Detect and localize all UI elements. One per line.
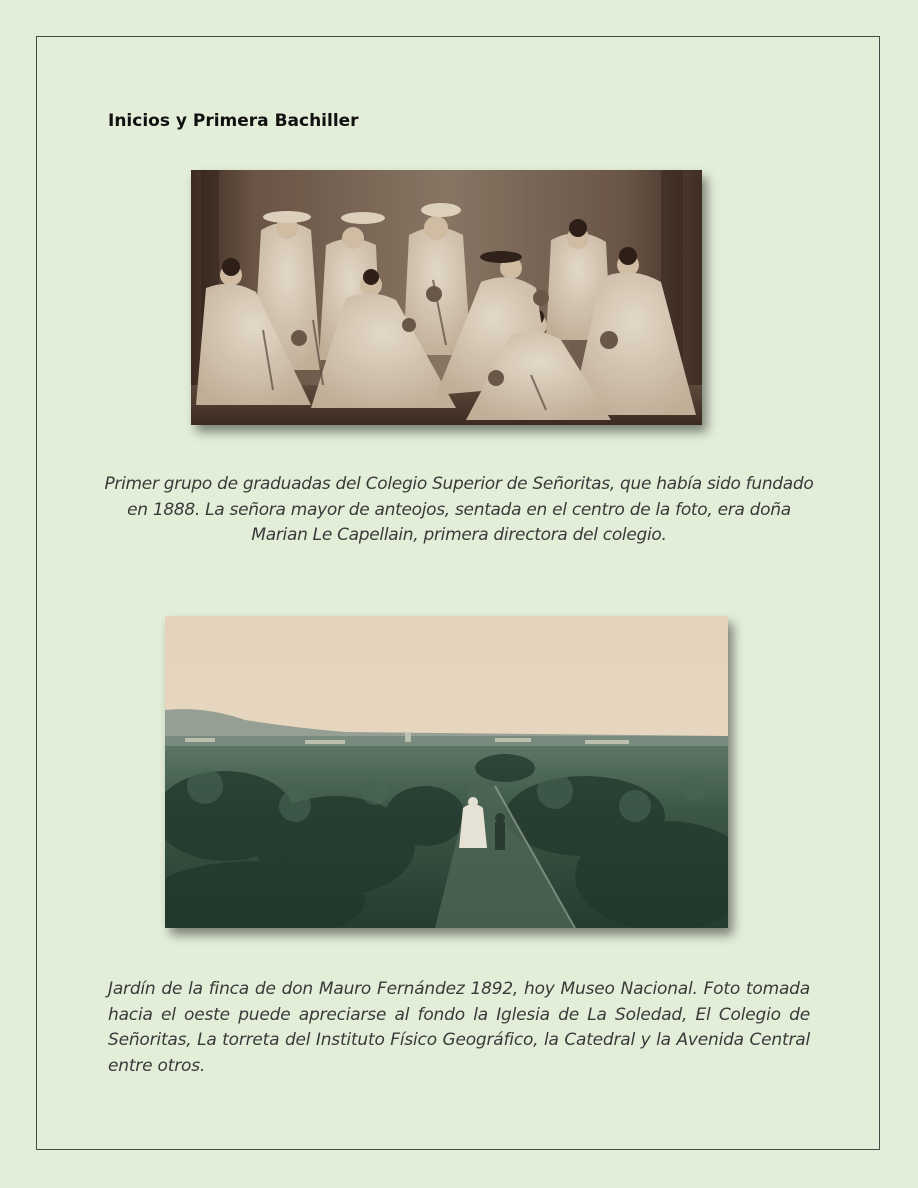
graduates-photo-image bbox=[191, 170, 702, 425]
graduates-photo bbox=[191, 170, 702, 425]
garden-photo-image bbox=[165, 616, 728, 928]
graduates-photo-caption: Primer grupo de graduadas del Colegio Superior de Señoritas, que había sido fundado en 1888. La señora mayor de anteojos, sentada en el centro de la foto, era doña Marian Le Capellain, primera directora del colegio. bbox=[104, 474, 814, 545]
section-heading: Inicios y Primera Bachiller bbox=[108, 111, 359, 131]
garden-photo bbox=[165, 616, 728, 928]
garden-photo-caption: Jardín de la finca de don Mauro Fernández 1892, hoy Museo Nacional. Foto tomada hacia el oeste puede apreciarse al fondo la Iglesia de La Soledad, El Colegio de Señoritas, La torreta del Instituto Físico Geográfico, la Catedral y la Avenida Central entre otros. bbox=[108, 979, 810, 1076]
